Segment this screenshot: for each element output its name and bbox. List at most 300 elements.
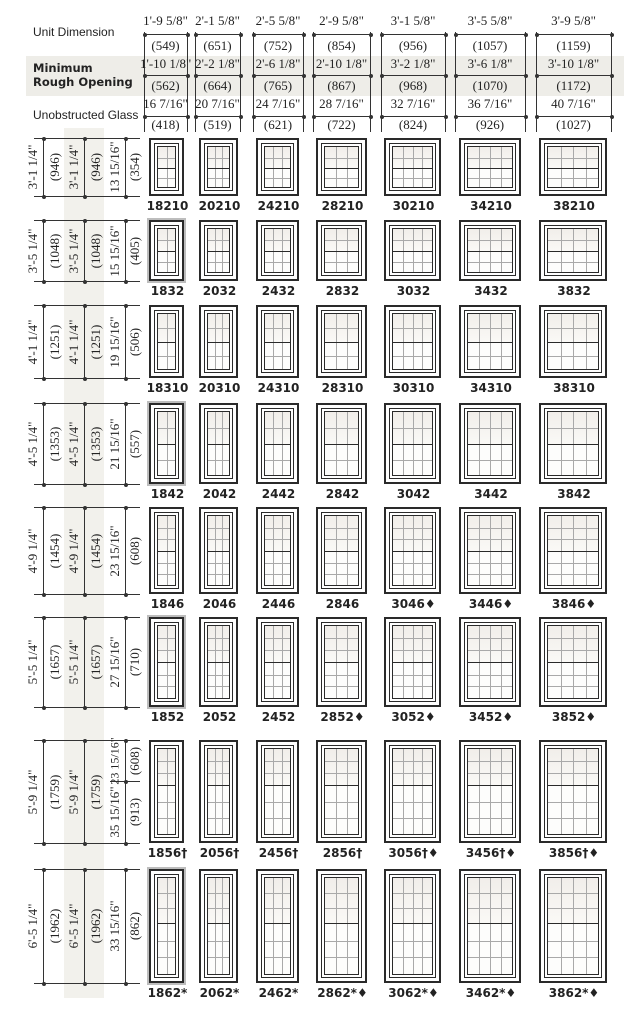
muntin: [479, 786, 480, 834]
dimension-line: [43, 740, 44, 843]
window-diagram: [539, 305, 607, 378]
muntin: [167, 516, 168, 551]
row-unit: 3'-5 1/4": [25, 228, 40, 273]
window-frame: [321, 745, 362, 838]
row-rough: 5'-9 1/4": [66, 769, 81, 814]
muntin: [158, 528, 175, 529]
dimension-line: [125, 740, 126, 843]
window-model-label: 24210: [257, 199, 300, 213]
row-glass-mm: (862): [127, 911, 142, 941]
muntin: [282, 663, 283, 698]
dimension-line: [125, 617, 126, 707]
dimension-line: [536, 34, 611, 35]
window-diagram: [316, 305, 367, 378]
muntin: [158, 460, 175, 461]
window-diagram: [149, 740, 184, 843]
window-frame: [544, 512, 602, 589]
muntin: [468, 539, 512, 540]
column-glass: 32 7/16": [390, 96, 436, 111]
muntin: [422, 663, 423, 698]
dimension-line: [381, 34, 445, 35]
dimension-dot: [252, 33, 256, 37]
window-model-label: 2856†: [322, 846, 363, 860]
window-frame: [154, 622, 179, 702]
row-unit-mm: (946): [47, 152, 62, 182]
window-diagram: [384, 869, 441, 983]
muntin: [167, 552, 168, 585]
lower-sash: [392, 444, 433, 476]
muntin: [208, 528, 229, 529]
dimension-dot: [535, 33, 539, 37]
upper-sash: [207, 625, 230, 663]
upper-sash: [392, 411, 433, 445]
muntin: [265, 428, 290, 429]
muntin: [336, 516, 337, 551]
muntin: [422, 626, 423, 662]
column-unit: 3'-5 5/8": [467, 13, 513, 28]
muntin: [490, 924, 491, 974]
muntin: [468, 428, 512, 429]
muntin: [561, 663, 562, 698]
muntin: [403, 786, 404, 834]
column-rough-mm: (765): [263, 78, 293, 93]
muntin: [222, 626, 223, 662]
muntin: [273, 663, 274, 698]
muntin: [561, 516, 562, 551]
window-model-label: 2056†: [199, 846, 240, 860]
muntin: [501, 552, 502, 585]
upper-sash: [467, 625, 513, 663]
muntin: [273, 924, 274, 974]
muntin: [468, 262, 512, 263]
lower-sash: [392, 785, 433, 835]
window-model-label: 2862*♦: [317, 986, 368, 1000]
upper-sash: [467, 228, 513, 252]
row-glass-mm: (506): [127, 327, 142, 356]
column-rough: 2'-2 1/8": [195, 56, 240, 71]
window-model-label: 1832: [150, 284, 185, 298]
lower-sash: [207, 168, 230, 188]
dimension-dot: [83, 195, 87, 199]
dimension-dot: [454, 33, 458, 37]
muntin: [208, 240, 229, 241]
muntin: [222, 552, 223, 585]
window-model-label: 2446: [261, 597, 296, 611]
dimension-dot: [83, 739, 87, 743]
muntin: [501, 626, 502, 662]
dimension-dot: [83, 304, 87, 308]
muntin: [573, 626, 574, 662]
window-diagram: [539, 507, 607, 594]
lower-sash: [547, 662, 599, 699]
dimension-line: [43, 220, 44, 281]
window-model-label: 3856†♦: [548, 846, 600, 860]
row-unit: 3'-1 1/4": [25, 144, 40, 190]
window-diagram: [199, 403, 238, 484]
window-model-label: 3456†♦: [465, 846, 517, 860]
window-model-label: 3046♦: [391, 597, 436, 611]
upper-sash: [392, 748, 433, 786]
muntin: [208, 356, 229, 357]
row-unit-mm: (1353): [47, 426, 62, 461]
window-diagram: [256, 138, 299, 196]
muntin: [325, 675, 358, 676]
lower-sash: [547, 251, 599, 273]
dimension-dot: [83, 506, 87, 510]
window-diagram: [459, 138, 521, 196]
muntin: [561, 786, 562, 834]
window-frame: [464, 874, 516, 978]
muntin: [158, 574, 175, 575]
row-glass-mm: (354): [127, 152, 142, 182]
lower-sash: [547, 444, 599, 476]
lower-sash: [207, 551, 230, 586]
upper-sash: [392, 515, 433, 552]
muntin: [479, 924, 480, 974]
column-glass-mm: (824): [398, 117, 428, 132]
dimension-dot: [124, 706, 128, 710]
upper-sash: [157, 228, 176, 252]
row-glass-mm: (405): [127, 236, 142, 265]
window-model-label: 2046: [202, 597, 237, 611]
window-diagram: [149, 869, 184, 983]
window-frame: [389, 874, 436, 978]
lower-sash: [207, 444, 230, 476]
window-model-label: 3032: [396, 284, 431, 298]
row-rough-mm: (1657): [88, 644, 103, 680]
muntin: [548, 262, 598, 263]
muntin: [347, 786, 348, 834]
dimension-dot: [124, 219, 128, 223]
muntin: [208, 262, 229, 263]
muntin: [403, 663, 404, 698]
muntin: [403, 626, 404, 662]
muntin: [222, 516, 223, 551]
muntin: [479, 626, 480, 662]
window-frame: [154, 512, 179, 589]
window-model-label: 28210: [321, 199, 364, 213]
muntin: [222, 663, 223, 698]
muntin: [573, 663, 574, 698]
muntin: [265, 528, 290, 529]
row-unit: 5'-5 1/4": [25, 639, 40, 685]
muntin: [403, 924, 404, 974]
muntin: [325, 802, 358, 803]
muntin: [265, 178, 290, 179]
lower-sash: [467, 342, 513, 370]
row-unit: 6'-5 1/4": [25, 903, 40, 949]
dimension-line: [43, 138, 44, 196]
upper-sash: [467, 515, 513, 552]
upper-sash: [324, 313, 359, 343]
lower-sash: [157, 662, 176, 699]
muntin: [265, 818, 290, 819]
window-diagram: [539, 869, 607, 983]
muntin: [468, 686, 512, 687]
lower-sash: [324, 923, 359, 975]
lower-sash: [324, 251, 359, 273]
dimension-dot: [124, 137, 128, 141]
column-rough: 3'-6 1/8": [467, 56, 513, 71]
window-frame: [261, 745, 294, 838]
upper-sash: [467, 411, 513, 445]
min-rough-opening-label-1: Minimum: [33, 61, 93, 75]
muntin: [208, 460, 229, 461]
column-glass: 24 7/16": [255, 96, 301, 111]
window-diagram: [199, 740, 238, 843]
muntin: [158, 686, 175, 687]
muntin: [586, 626, 587, 662]
muntin: [158, 262, 175, 263]
muntin: [413, 749, 414, 785]
window-model-label: 2052: [202, 710, 237, 724]
dimension-dot: [124, 868, 128, 872]
window-diagram: [256, 220, 299, 281]
muntin: [393, 686, 432, 687]
dimension-dot: [42, 868, 46, 872]
muntin: [393, 650, 432, 651]
window-diagram: [539, 617, 607, 707]
muntin: [548, 638, 598, 639]
muntin: [413, 516, 414, 551]
window-diagram: [149, 617, 184, 707]
window-diagram: [459, 869, 521, 983]
muntin: [158, 893, 175, 894]
dimension-dot: [42, 593, 46, 597]
muntin: [468, 957, 512, 958]
muntin: [479, 552, 480, 585]
muntin: [347, 878, 348, 923]
row-rough-mm: (1454): [88, 533, 103, 568]
lower-sash: [264, 444, 291, 476]
muntin: [393, 818, 432, 819]
dimension-dot: [124, 377, 128, 381]
muntin: [501, 663, 502, 698]
window-diagram: [539, 740, 607, 843]
row-glass-mm: (608): [127, 536, 142, 565]
lower-sash: [157, 551, 176, 586]
window-frame: [544, 745, 602, 838]
muntin: [468, 802, 512, 803]
muntin: [468, 638, 512, 639]
muntin: [403, 516, 404, 551]
window-frame: [154, 408, 179, 479]
row-glass-bottom: 35 15/16": [107, 786, 122, 838]
dimension-dot: [186, 74, 190, 78]
muntin: [393, 563, 432, 564]
muntin: [215, 552, 216, 585]
muntin: [336, 786, 337, 834]
row-rough-mm: (1251): [88, 324, 103, 359]
lower-sash: [207, 251, 230, 273]
lower-sash: [157, 444, 176, 476]
dimension-dot: [42, 402, 46, 406]
dimension-dot: [42, 195, 46, 199]
window-diagram: [384, 507, 441, 594]
window-diagram: [149, 220, 184, 281]
muntin: [265, 941, 290, 942]
row-unit-mm: (1962): [47, 908, 62, 944]
row-unit: 4'-5 1/4": [25, 421, 40, 466]
muntin: [422, 552, 423, 585]
column-rough-mm: (1070): [472, 78, 508, 93]
dimension-line: [455, 75, 525, 76]
muntin: [586, 786, 587, 834]
dimension-dot: [124, 483, 128, 487]
window-frame: [261, 310, 294, 373]
row-rough: 6'-5 1/4": [66, 903, 81, 949]
dimension-dot: [194, 33, 198, 37]
muntin: [413, 878, 414, 923]
window-frame: [261, 622, 294, 702]
muntin: [282, 552, 283, 585]
column-unit-mm: (651): [203, 38, 232, 53]
upper-sash: [392, 313, 433, 343]
muntin: [325, 262, 358, 263]
muntin: [265, 638, 290, 639]
dimension-dot: [83, 842, 87, 846]
window-diagram: [459, 403, 521, 484]
upper-sash: [324, 515, 359, 552]
dimension-line: [43, 617, 44, 707]
muntin: [479, 749, 480, 785]
window-model-label: 3052♦: [391, 710, 436, 724]
window-frame: [464, 225, 516, 276]
muntin: [468, 675, 512, 676]
window-model-label: 3042: [396, 487, 431, 501]
lower-sash: [264, 785, 291, 835]
dimension-line: [84, 869, 85, 983]
muntin: [208, 328, 229, 329]
dimension-line: [84, 617, 85, 707]
muntin: [548, 574, 598, 575]
window-frame: [204, 310, 233, 373]
upper-sash: [264, 411, 291, 445]
upper-sash: [157, 146, 176, 169]
window-diagram: [539, 403, 607, 484]
dimension-dot: [42, 304, 46, 308]
muntin: [393, 893, 432, 894]
muntin: [548, 460, 598, 461]
upper-sash: [207, 748, 230, 786]
muntin: [468, 240, 512, 241]
dimension-dot: [83, 377, 87, 381]
lower-sash: [467, 785, 513, 835]
column-unit: 3'-1 5/8": [390, 13, 436, 28]
muntin: [393, 178, 432, 179]
dimension-dot: [42, 982, 46, 986]
upper-sash: [207, 228, 230, 252]
window-model-label: 2456†: [258, 846, 299, 860]
lower-sash: [467, 444, 513, 476]
window-frame: [321, 622, 362, 702]
muntin: [215, 663, 216, 698]
dimension-dot: [610, 74, 614, 78]
column-rough-mm: (562): [151, 78, 180, 93]
window-diagram: [539, 220, 607, 281]
window-diagram: [459, 507, 521, 594]
muntin: [273, 749, 274, 785]
muntin: [215, 924, 216, 974]
muntin: [158, 908, 175, 909]
muntin: [548, 428, 598, 429]
muntin: [265, 908, 290, 909]
upper-sash: [467, 877, 513, 924]
muntin: [282, 516, 283, 551]
dimension-dot: [124, 402, 128, 406]
dimension-dot: [302, 33, 306, 37]
window-model-label: 1842: [150, 487, 185, 501]
window-frame: [321, 408, 362, 479]
upper-sash: [264, 228, 291, 252]
dimension-dot: [83, 982, 87, 986]
muntin: [215, 749, 216, 785]
window-diagram: [149, 138, 184, 196]
muntin: [548, 773, 598, 774]
window-frame: [464, 310, 516, 373]
row-glass-top: 23 15/16": [107, 736, 122, 785]
upper-sash: [264, 515, 291, 552]
muntin: [586, 663, 587, 698]
upper-sash: [467, 748, 513, 786]
row-glass: 27 15/16": [107, 636, 122, 688]
muntin: [548, 178, 598, 179]
muntin: [490, 786, 491, 834]
upper-sash: [547, 228, 599, 252]
column-unit: 2'-1 5/8": [195, 13, 240, 28]
upper-sash: [392, 625, 433, 663]
window-diagram: [316, 507, 367, 594]
dimension-dot: [143, 33, 147, 37]
window-diagram: [199, 220, 238, 281]
muntin: [347, 552, 348, 585]
lower-sash: [392, 342, 433, 370]
muntin: [158, 356, 175, 357]
muntin: [422, 749, 423, 785]
lower-sash: [547, 342, 599, 370]
window-frame: [321, 225, 362, 276]
dimension-dot: [444, 74, 448, 78]
row-rough: 4'-1 1/4": [66, 319, 81, 364]
muntin: [586, 878, 587, 923]
muntin: [393, 262, 432, 263]
dimension-line: [43, 305, 44, 378]
muntin: [222, 924, 223, 974]
dimension-dot: [380, 74, 384, 78]
muntin: [158, 675, 175, 676]
muntin: [325, 574, 358, 575]
muntin: [561, 552, 562, 585]
dimension-dot: [42, 739, 46, 743]
dimension-line: [84, 138, 85, 196]
lower-sash: [467, 923, 513, 975]
muntin: [347, 626, 348, 662]
muntin: [325, 563, 358, 564]
muntin: [208, 178, 229, 179]
window-model-label: 3432: [474, 284, 508, 298]
column-glass-mm: (621): [263, 117, 293, 132]
window-frame: [464, 622, 516, 702]
muntin: [325, 761, 358, 762]
window-frame: [261, 512, 294, 589]
dimension-line: [43, 869, 44, 983]
window-frame: [389, 622, 436, 702]
muntin: [586, 924, 587, 974]
muntin: [208, 158, 229, 159]
muntin: [479, 878, 480, 923]
muntin: [158, 773, 175, 774]
window-model-label: 30310: [392, 381, 435, 395]
